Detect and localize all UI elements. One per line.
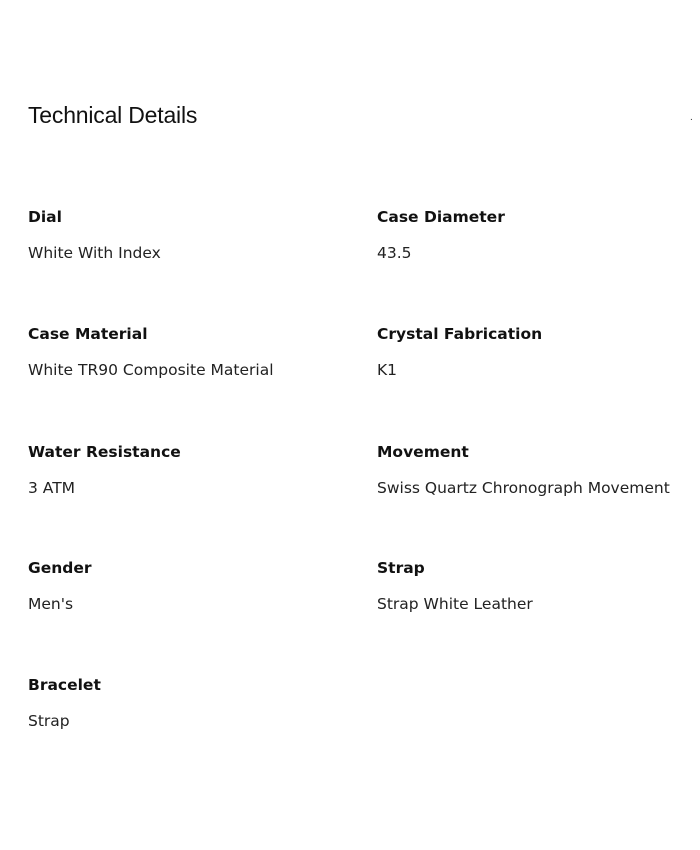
spec-value: Strap White Leather — [377, 595, 533, 613]
spec-label: Gender — [28, 559, 92, 577]
spec-bracelet — [28, 675, 348, 731]
spec-value: 43.5 — [377, 244, 412, 262]
spec-label: Bracelet — [28, 676, 101, 694]
spec-label: Case Diameter — [377, 208, 505, 226]
decorative-dot: . — [690, 112, 693, 123]
spec-label: Dial — [28, 208, 62, 226]
spec-label: Crystal Fabrication — [377, 325, 543, 343]
spec-value: K1 — [377, 361, 398, 379]
spec-value: Swiss Quartz Chronograph Movement — [377, 479, 670, 497]
spec-label: Case Material — [28, 325, 148, 343]
spec-case-material — [28, 324, 348, 380]
spec-value: White With Index — [28, 244, 161, 262]
spec-crystal-fabrication — [377, 324, 697, 380]
spec-water-resistance — [28, 442, 348, 498]
spec-movement — [377, 442, 697, 498]
spec-value: Men's — [28, 595, 74, 613]
spec-label: Strap — [377, 559, 425, 577]
spec-label: Movement — [377, 443, 469, 461]
section-title: Technical Details — [28, 102, 198, 128]
spec-value: White TR90 Composite Material — [28, 361, 274, 379]
spec-value: 3 ATM — [28, 479, 76, 497]
spec-value: Strap — [28, 712, 70, 730]
spec-dial — [28, 207, 348, 263]
spec-gender — [28, 558, 348, 614]
spec-strap — [377, 558, 697, 614]
spec-label: Water Resistance — [28, 443, 181, 461]
spec-case-diameter — [377, 207, 697, 263]
